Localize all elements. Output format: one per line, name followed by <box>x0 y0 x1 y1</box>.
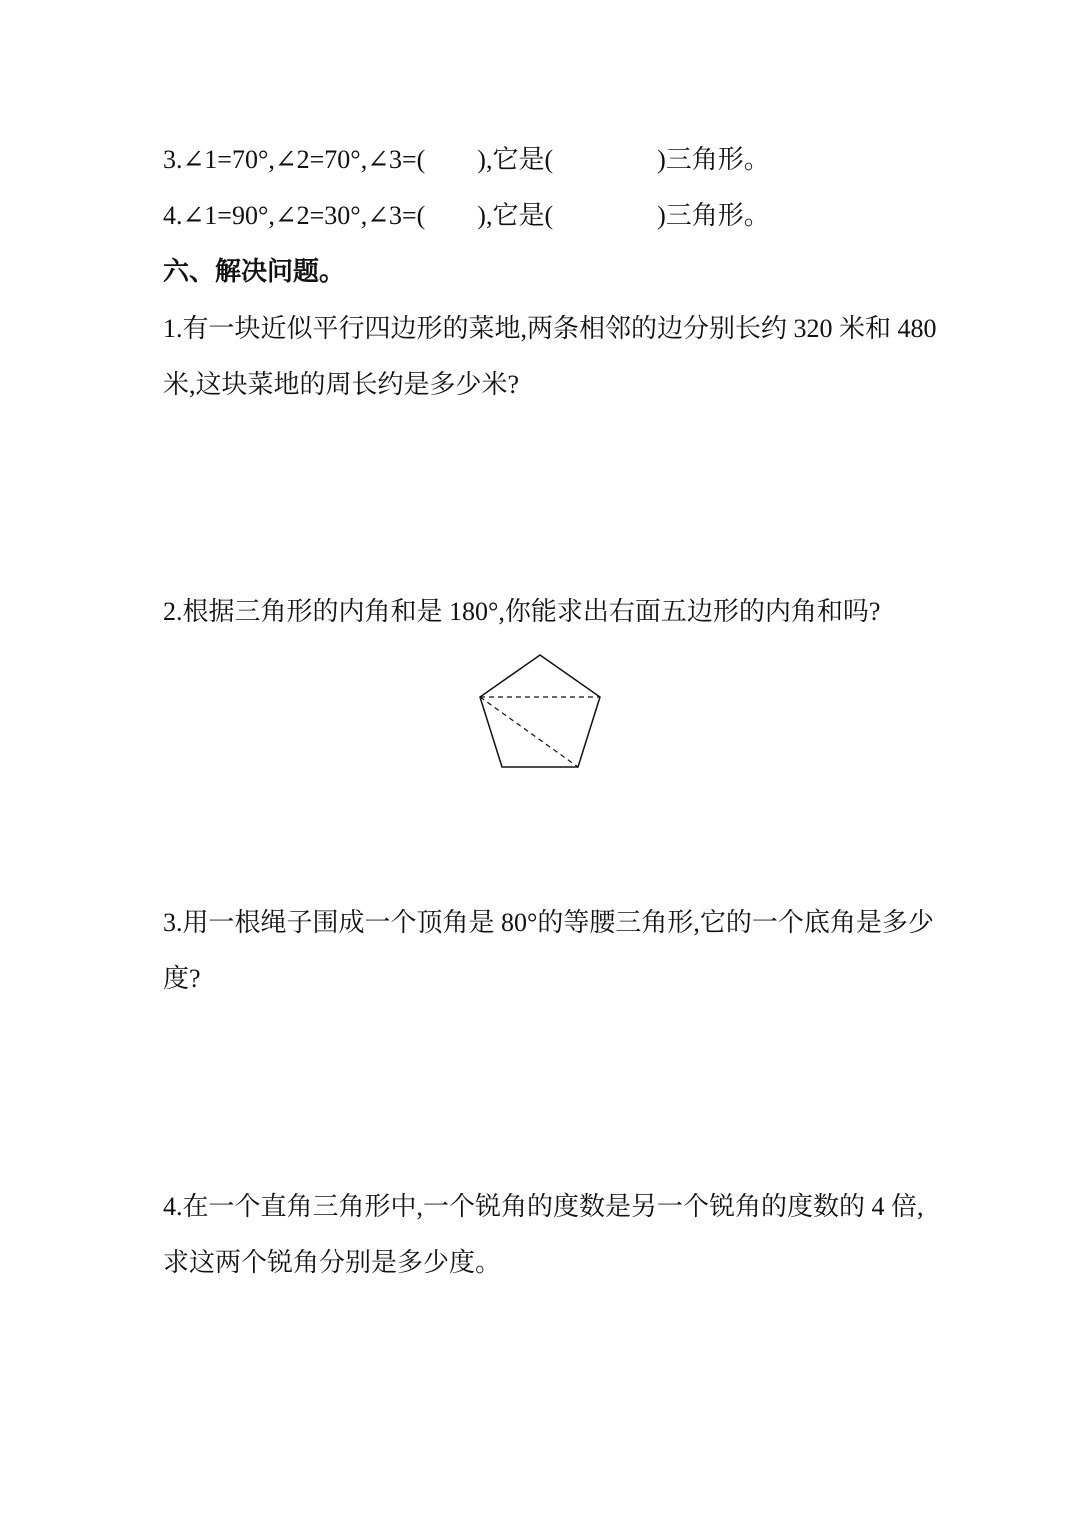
question-3-angles: 3.∠1=70°,∠2=70°,∠3=( ),它是( )三角形。 <box>163 145 770 174</box>
problem-4-line-1: 4.在一个直角三角形中,一个锐角的度数是另一个锐角的度数的 4 倍, <box>163 1192 924 1221</box>
problem-1-line-1: 1.有一块近似平行四边形的菜地,两条相邻的边分别长约 320 米和 480 <box>163 314 937 343</box>
problem-3-line-1: 3.用一根绳子围成一个顶角是 80°的等腰三角形,它的一个底角是多少 <box>163 908 934 937</box>
problem-3-line-2: 度? <box>163 964 201 993</box>
pentagon-outline <box>480 655 600 767</box>
problem-1-line-2: 米,这块菜地的周长约是多少米? <box>163 370 520 399</box>
pentagon-diagram <box>470 645 610 775</box>
problem-4-line-2: 求这两个锐角分别是多少度。 <box>163 1248 502 1277</box>
question-4-angles: 4.∠1=90°,∠2=30°,∠3=( ),它是( )三角形。 <box>163 201 770 230</box>
problem-2-line-1: 2.根据三角形的内角和是 180°,你能求出右面五边形的内角和吗? <box>163 597 881 626</box>
section-heading-solve-problems: 六、解决问题。 <box>163 257 346 286</box>
pentagon-figure <box>470 645 610 780</box>
dashed-diagonal-lower <box>480 697 578 767</box>
